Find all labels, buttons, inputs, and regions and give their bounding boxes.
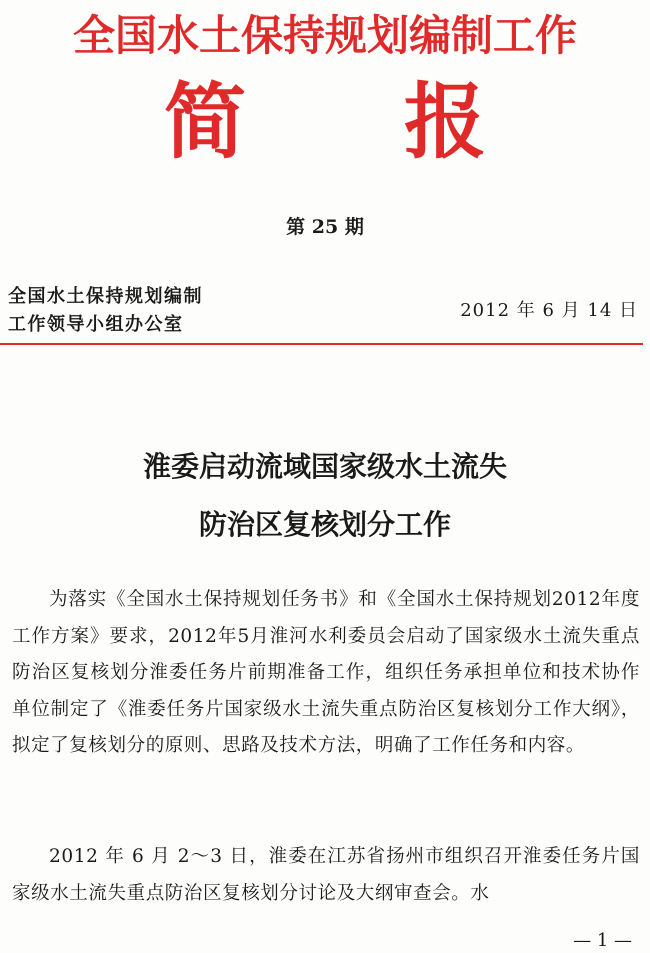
headline-line-1: 淮委启动流域国家级水土流失: [142, 450, 507, 483]
page-number: — 1 —: [573, 930, 632, 951]
article-paragraph-1: 为落实《全国水土保持规划任务书》和《全国水土保持规划2012年度工作方案》要求，2012年5月淮河水利委员会启动了国家级水土流失重点防治区复核划分淮委任务片前期准备工作，组织任务承担单位和技术协作单位制定了《淮委任务片国家级水土流失重点防治区复核划分工作大纲》，拟定了复核划分的原则、思路及技术方法，明确了工作任务和内容。: [12, 589, 640, 756]
issuing-office-line-1: 全国水土保持规划编制: [8, 286, 203, 307]
article-headline: [0, 438, 650, 554]
header-divider: [0, 343, 643, 345]
article-paragraph-2: 2012 年 6 月 2～3 日，淮委在江苏省扬州市组织召开淮委任务片国家级水土流失重点防治区复核划分讨论及大纲审查会。水: [12, 846, 640, 904]
headline-line-2: 防治区复核划分工作: [198, 508, 451, 541]
issuing-office: [8, 283, 203, 339]
issue-number: 第 25 期: [286, 216, 364, 238]
issuing-office-line-2: 工作领导小组办公室: [8, 314, 184, 335]
brief-title-char-1: 简: [163, 75, 246, 170]
brief-title: [0, 75, 650, 170]
org-title: 全国水土保持规划编制工作: [72, 11, 577, 60]
issue-date: 2012 年 6 月 14 日: [460, 300, 638, 321]
brief-title-char-2: 报: [403, 75, 486, 170]
